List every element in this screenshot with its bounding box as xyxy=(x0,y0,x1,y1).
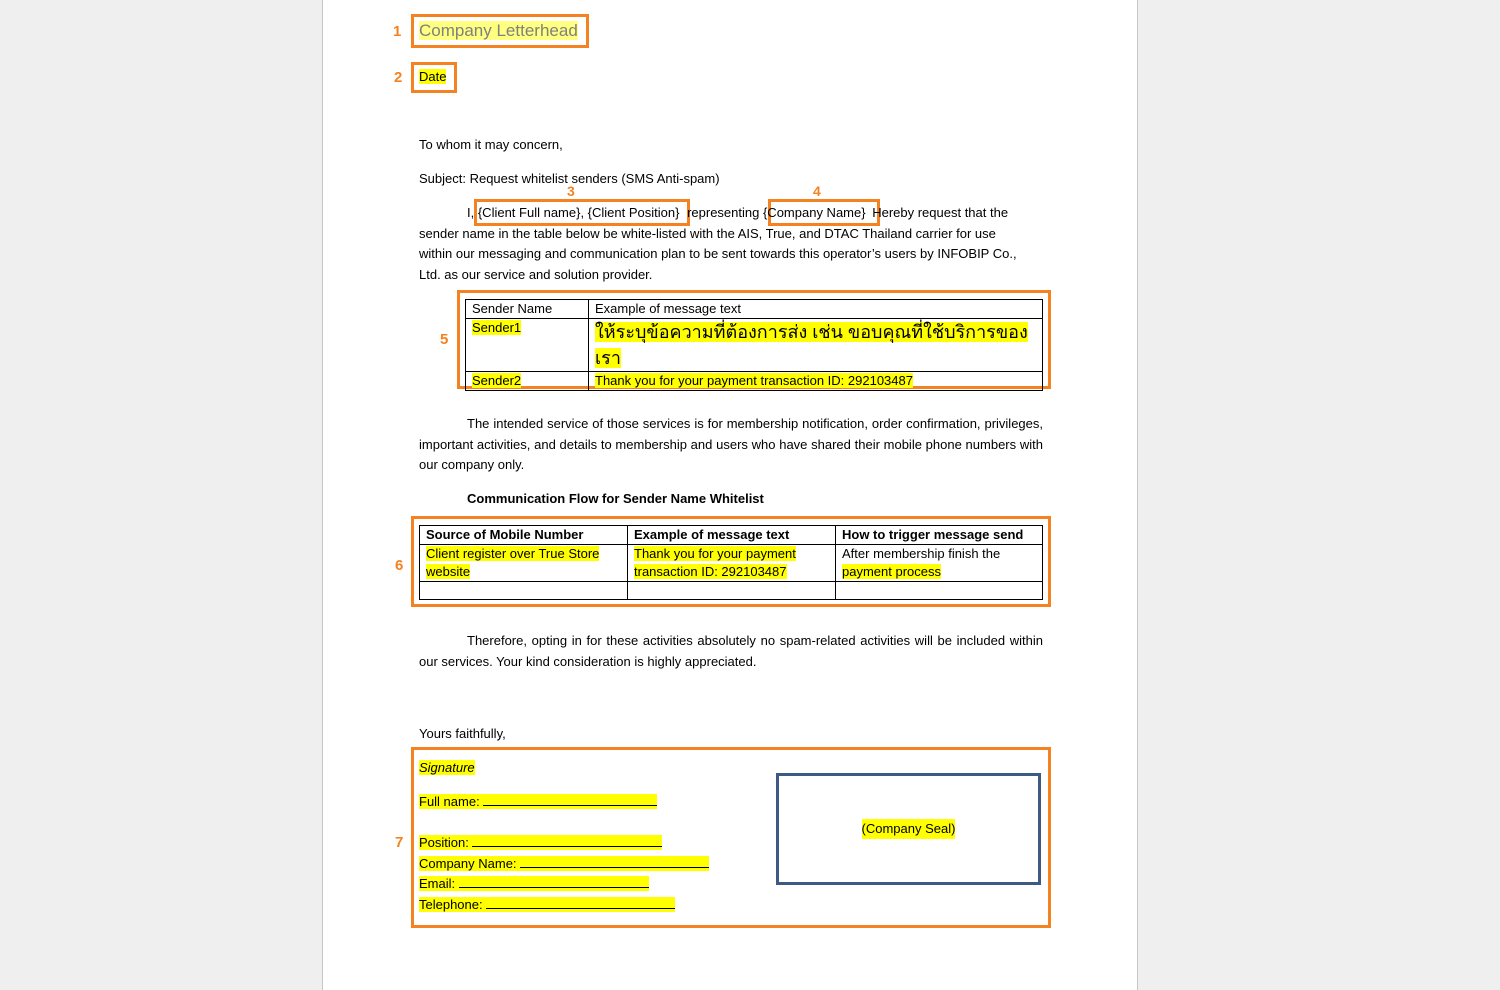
sender-table xyxy=(465,299,1043,391)
intro-line-3: within our messaging and communication plan to be sent towards this operator’s users by INFOBIP Co., xyxy=(419,246,1017,261)
full-name-field[interactable]: Full name: xyxy=(419,794,657,809)
annotation-number-7: 7 xyxy=(395,834,404,851)
flow-header-trigger: How to trigger message send xyxy=(836,526,1043,545)
annotation-number-1: 1 xyxy=(393,23,402,40)
telephone-blank xyxy=(486,896,675,909)
company-seal-box[interactable] xyxy=(776,773,1041,885)
annotation-number-4: 4 xyxy=(813,183,821,199)
subject-line: Subject: Request whitelist senders (SMS Anti-spam) xyxy=(419,171,720,186)
flow-empty-cell-source[interactable] xyxy=(420,582,628,600)
date-placeholder[interactable]: Date xyxy=(419,69,447,84)
annotation-number-6: 6 xyxy=(395,557,404,574)
flow-trigger-line-2[interactable]: payment process xyxy=(842,564,941,579)
email-blank xyxy=(459,875,649,888)
flow-example-line-1[interactable]: Thank you for your payment xyxy=(634,546,796,561)
annotation-number-3: 3 xyxy=(567,183,575,199)
sender-1-example-text[interactable]: ให้ระบุข้อความที่ต้องการส่ง เช่น ขอบคุณที่ใช้บริการของเรา xyxy=(595,322,1028,368)
greeting: To whom it may concern, xyxy=(419,137,563,152)
document-page xyxy=(322,0,1138,990)
flow-empty-cell-example[interactable] xyxy=(628,582,836,600)
flow-header-source: Source of Mobile Number xyxy=(420,526,628,545)
intro-line-2: sender name in the table below be white-listed with the AIS, True, and DTAC Thailand carrier for use xyxy=(419,226,996,241)
flow-heading: Communication Flow for Sender Name Whitelist xyxy=(467,491,764,506)
company-letterhead-placeholder[interactable]: Company Letterhead xyxy=(419,21,578,40)
closing-paragraph: Therefore, opting in for these activities absolutely no spam-related activities will be included within our services. Your kind consideration is highly appreciated. xyxy=(419,633,1043,669)
company-name-blank xyxy=(520,855,709,868)
full-name-blank xyxy=(483,793,657,806)
email-field[interactable]: Email: xyxy=(419,876,649,891)
company-seal-label: (Company Seal) xyxy=(862,819,956,840)
signature-placeholder[interactable]: Signature xyxy=(419,760,475,775)
flow-header-example: Example of message text xyxy=(628,526,836,545)
annotation-number-5: 5 xyxy=(440,331,449,348)
sender-1-name[interactable]: Sender1 xyxy=(472,320,522,335)
intro-line-4: Ltd. as our service and solution provider. xyxy=(419,267,653,282)
sign-off: Yours faithfully, xyxy=(419,726,506,741)
flow-table xyxy=(419,525,1043,600)
service-paragraph: The intended service of those services is for membership notification, order confirmation, privileges, important activities, and details to membership and users who have shared their mobile phone numbers with our company only. xyxy=(419,416,1043,472)
company-name-field[interactable]: Company Name: xyxy=(419,856,709,871)
position-blank xyxy=(472,834,662,847)
telephone-field[interactable]: Telephone: xyxy=(419,897,675,912)
flow-empty-cell-trigger[interactable] xyxy=(836,582,1043,600)
intro-line-1: I, {Client Full name}, {Client Position} representing {Company Name} Hereby request that the xyxy=(467,205,1009,220)
sender-2-example-text[interactable]: Thank you for your payment transaction ID: 292103487 xyxy=(595,373,913,388)
sender-table-header-sender-name: Sender Name xyxy=(466,300,589,319)
sender-table-header-example: Example of message text xyxy=(589,300,1043,319)
company-name-placeholder[interactable]: {Company Name} xyxy=(762,205,866,220)
position-field[interactable]: Position: xyxy=(419,835,662,850)
client-name-position-placeholder[interactable]: {Client Full name}, {Client Position} xyxy=(477,205,680,220)
flow-source-line-1[interactable]: Client register over True Store xyxy=(426,546,600,561)
sender-2-name[interactable]: Sender2 xyxy=(472,373,522,388)
flow-source-line-2[interactable]: website xyxy=(426,564,471,579)
annotation-number-2: 2 xyxy=(394,69,403,86)
flow-trigger-line-1: After membership finish the xyxy=(842,546,1001,561)
flow-example-line-2[interactable]: transaction ID: 292103487 xyxy=(634,564,787,579)
